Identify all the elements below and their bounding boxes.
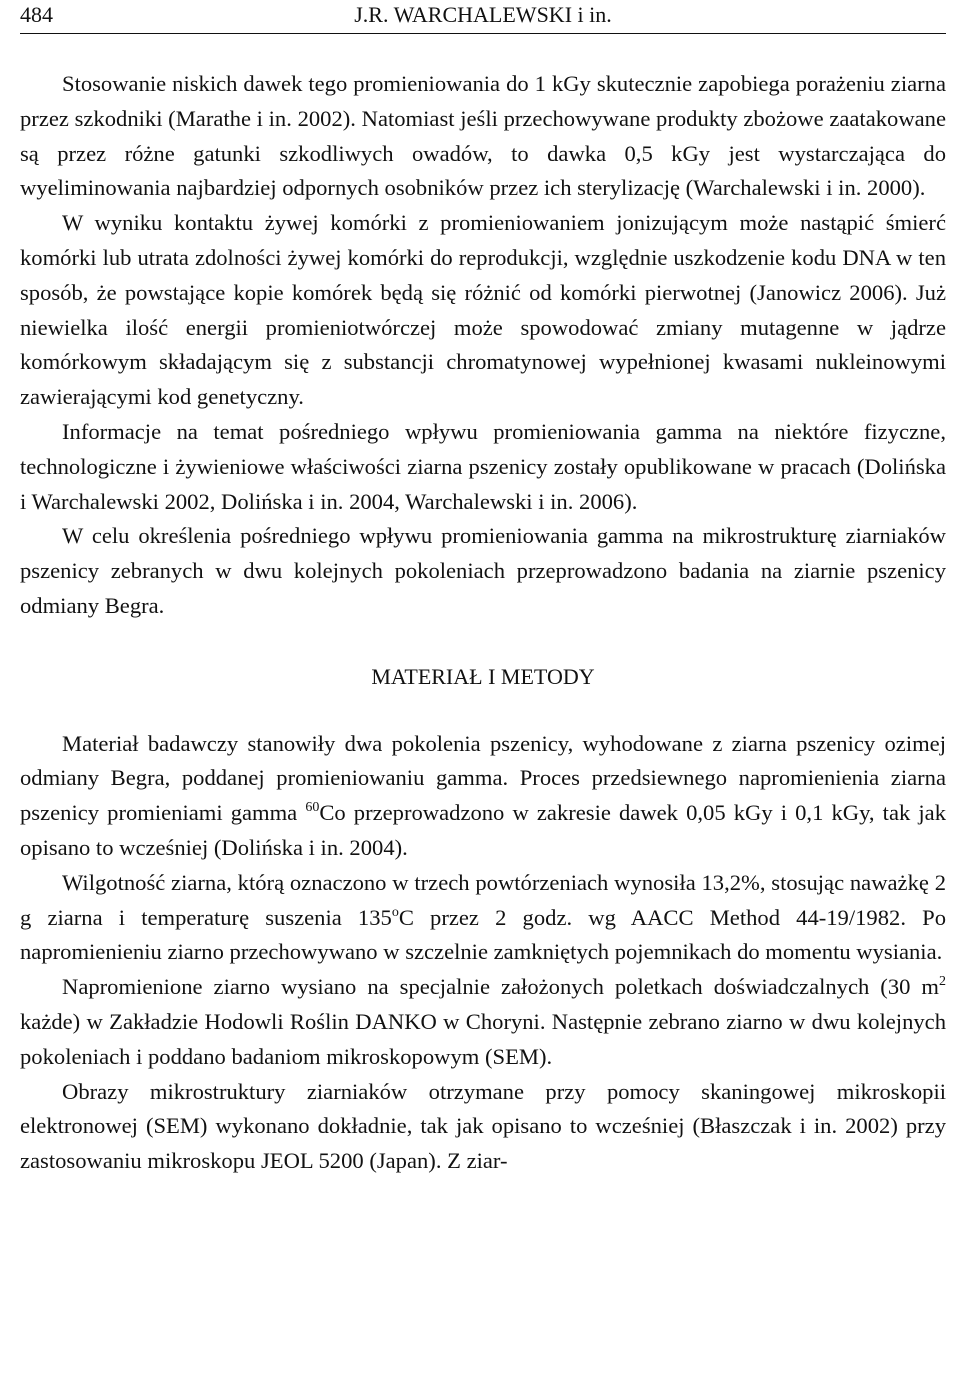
- superscript: 60: [305, 800, 320, 816]
- article-body: [20, 67, 946, 1179]
- methods-paragraph: Obrazy mikrostruktury ziarniaków otrzymane przy pomocy skaningowej mikroskopii elektronowej (SEM) wykonano dokładnie, tak jak opisano to wcześniej (Błaszczak i in. 2002) przy zastosowaniu mikroskopu JEOL 5200 (Japan). Z ziar-: [20, 1078, 946, 1174]
- methods-paragraph: [20, 727, 946, 866]
- intro-paragraph: Stosowanie niskich dawek tego promieniowania do 1 kGy skutecznie zapobiega porażeniu ziarna przez szkodniki (Marathe i in. 2002). Natomiast jeśli przechowywane produkty zbożowe zaatakowane są przez różne gatunki szkodliwych owadów, to dawka 0,5 kGy jest wystarczająca do wyeliminowania najbardziej odpornych osobników przez ich sterylizację (Warchalewski i in. 2000).: [20, 71, 946, 201]
- methods-text: Wilgotność ziarna, którą oznaczono w trzech powtórzeniach wynosiła 13,2%, stosując naważkę 2 g ziarna i temperaturę suszenia 135: [20, 869, 946, 930]
- methods-text: każde) w Zakładzie Hodowli Roślin DANKO w Choryni. Następnie zebrano ziarno w dwu kolejnych pokoleniach i poddano badaniom mikroskopowym (SEM).: [20, 1008, 946, 1069]
- section-heading: MATERIAŁ I METODY: [371, 663, 595, 689]
- methods-text: Napromienione ziarno wysiano na specjalnie założonych poletkach doświadczalnych (30 m: [62, 974, 939, 1000]
- running-title: J.R. WARCHALEWSKI i in.: [354, 2, 612, 27]
- methods-text: Co przeprowadzono w zakresie dawek 0,05 kGy i 0,1 kGy, tak jak opisano to wcześniej (Dolińska i in. 2004).: [20, 800, 946, 860]
- intro-paragraph: W wyniku kontaktu żywej komórki z promieniowaniem jonizującym może nastąpić śmierć komórki lub utrata zdolności żywej komórki do reprodukcji, względnie uszkodzenie kodu DNA w ten sposób, że powstające kopie komórek będą się różnić od komórki pierwotnej (Janowicz 2006). Już niewielka ilość energii promieniotwórczej może spowodować zmiany mutagenne w jądrze komórkowym składającym się z substancji chromatynowej wypełnionej kwasami nukleinowymi zawierającymi kod genetyczny.: [20, 210, 946, 410]
- methods-text: C przez 2 godz. wg AACC Method 44-19/1982. Po napromienieniu ziarno przechowywano w szczelnie zamkniętych pojemnikach do momentu wysiania.: [20, 904, 946, 965]
- superscript: o: [391, 904, 399, 920]
- methods-paragraph: [20, 866, 946, 970]
- methods-text: Materiał badawczy stanowiły dwa pokolenia pszenicy, wyhodowane z ziarna pszenicy ozimej odmiany Begra, poddanej promieniowaniu gamma. Proces przedsiewnego napromienienia ziarna pszenicy promieniami gamma: [20, 730, 946, 826]
- superscript: 2: [939, 974, 946, 990]
- methods-paragraph: [20, 970, 946, 1074]
- header-rule: [20, 33, 946, 34]
- page-header: [20, 0, 946, 37]
- intro-paragraph: Informacje na temat pośredniego wpływu promieniowania gamma na niektóre fizyczne, technologiczne i żywieniowe właściwości ziarna pszenicy zostały opublikowane w pracach (Dolińska i Warchalewski 2002, Dolińska i in. 2004, Warchalewski i in. 2006).: [20, 418, 946, 514]
- intro-paragraph: W celu określenia pośredniego wpływu promieniowania gamma na mikrostrukturę ziarniaków pszenicy zebranych w dwu kolejnych pokoleniach przeprowadzono badania na ziarnie pszenicy odmiany Begra.: [20, 523, 946, 618]
- page-number: 484: [20, 2, 53, 27]
